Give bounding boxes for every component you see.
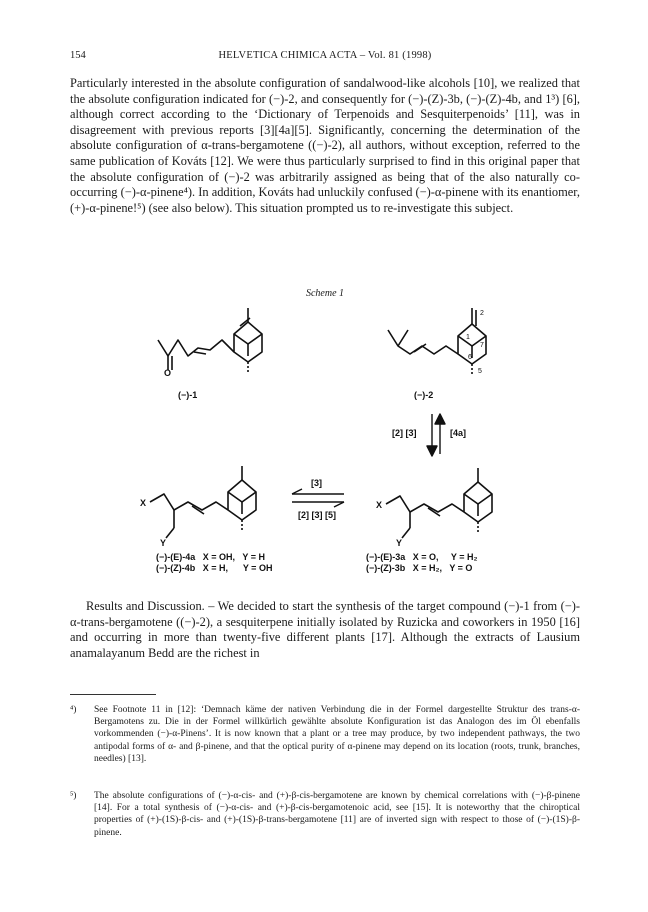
journal-title: HELVETICA CHIMICA ACTA – Vol. 81 (1998): [218, 50, 432, 61]
atom-number-7: 7: [480, 342, 484, 349]
paragraph-results: Results and Discussion. – We decided to start the synthesis of the target compound (−)-1 from (−)-α-trans-bergamotene ((−)-2), a sesquiterpene initially isolated by Ruzicka and coworkers in 1950 [16] and occurring in more than twenty-five different plants [17]. Although the extracts of Lausium anamalayanum Bedd are the richest in: [70, 599, 580, 660]
compound-1-label: (−)-1: [178, 390, 198, 400]
scheme-structures: [70, 282, 580, 582]
running-header: [70, 50, 580, 66]
footnote-4-text: See Footnote 11 in [12]: ‘Demnach käme der nativen Verbindung die in der Formel dargestellte Struktur des trans-α-Bergamotens zu. Die in der Formel willkürlich gewählte absolute Konfiguration ist das Analogon des im Öl ebenfalls vorkommenden (−)-α-Pinens’. It is now known that a plant or a tree may produce, by two independent pathways, the two antipodal forms of α- and β-pinene, and that the optical purity of α-pinene may depend on its location (roots, trunk, branches, needles) [13].: [94, 705, 580, 764]
compound-4b-label: (−)-(Z)-4b X = H, Y = OH: [156, 563, 273, 573]
structure-compound-4: [150, 466, 256, 538]
structure-compound-2: [388, 308, 486, 376]
substituent-y-left: Y: [160, 538, 167, 548]
compound-3b-label: (−)-(Z)-3b X = H₂, Y = O: [366, 563, 473, 573]
equilibrium-top-ref: [3]: [311, 478, 322, 488]
atom-number-2: 2: [480, 310, 484, 317]
paragraph-intro: Particularly interested in the absolute configuration of sandalwood-like alcohols [10], we realized that the absolute configuration indicated for (−)-2, and consequently for (−)-(Z)-3b, (−)-(Z)-4b, and 1³) [6], although correct according to the ‘Dictionary of Terpenoids and Sesquiterpenoids’ [11], was in disagreement with previous reports [3][4a][5]. Significantly, concerning the determination of the absolute configuration of α-trans-bergamotene ((−)-2), all authors, without exception, referred to the same publication of Kováts [12]. We were thus particularly surprised to find in this original paper that the absolute configuration of (−)-2 was arbitrarily assigned as being that of the also naturally co-occurring (−)-α-pinene⁴). In addition, Kováts had unluckily confused (−)-α-pinene with its enantiomer, (+)-α-pinene!⁵) (see also below). This situation prompted us to re-investigate this subject.: [70, 76, 580, 215]
structure-compound-1: [158, 308, 262, 372]
footnote-5: [70, 790, 580, 839]
compound-4a-label: (−)-(E)-4a X = OH, Y = H: [156, 552, 265, 562]
substituent-y-right: Y: [396, 538, 403, 548]
scheme-1: [70, 282, 580, 582]
carbonyl-oxygen: O: [164, 368, 172, 378]
compound-3a-label: (−)-(E)-3a X = O, Y = H₂: [366, 552, 478, 562]
page-number: 154: [70, 50, 86, 61]
atom-number-1: 1: [466, 334, 470, 341]
vertical-arrows: [427, 414, 445, 456]
footnote-4-number: ⁴): [70, 705, 77, 715]
arrow-refs-down: [2] [3]: [392, 428, 417, 438]
structure-compound-3: [386, 468, 492, 538]
substituent-x-right: X: [376, 500, 383, 510]
footnote-5-text: The absolute configurations of (−)-α-cis- and (+)-β-cis-bergamotene are known by chemical correlations with (−)-β-pinene [14]. For a total synthesis of (−)-α-cis- and (+)-β-cis-bergamotenoic acid, see [15]. It is noteworthy that the chiroptical properties of (+)-(1S)-β-cis- and (+)-(1S)-β-trans-bergamotene [11] are of inverted sign with respect to those of (−)-(1S)-β-pinene.: [94, 791, 580, 838]
substituent-x-left: X: [140, 498, 147, 508]
atom-number-5: 5: [478, 368, 482, 375]
footnote-rule: [70, 694, 156, 695]
arrow-ref-up: [4a]: [450, 428, 467, 438]
atom-number-6: 6: [468, 354, 472, 361]
equilibrium-bottom-refs: [2] [3] [5]: [298, 510, 336, 520]
footnote-4: [70, 704, 580, 765]
scheme-title: Scheme 1: [305, 288, 345, 299]
compound-2-label: (−)-2: [414, 390, 434, 400]
equilibrium-arrows: [292, 489, 344, 507]
footnote-5-number: ⁵): [70, 791, 77, 801]
